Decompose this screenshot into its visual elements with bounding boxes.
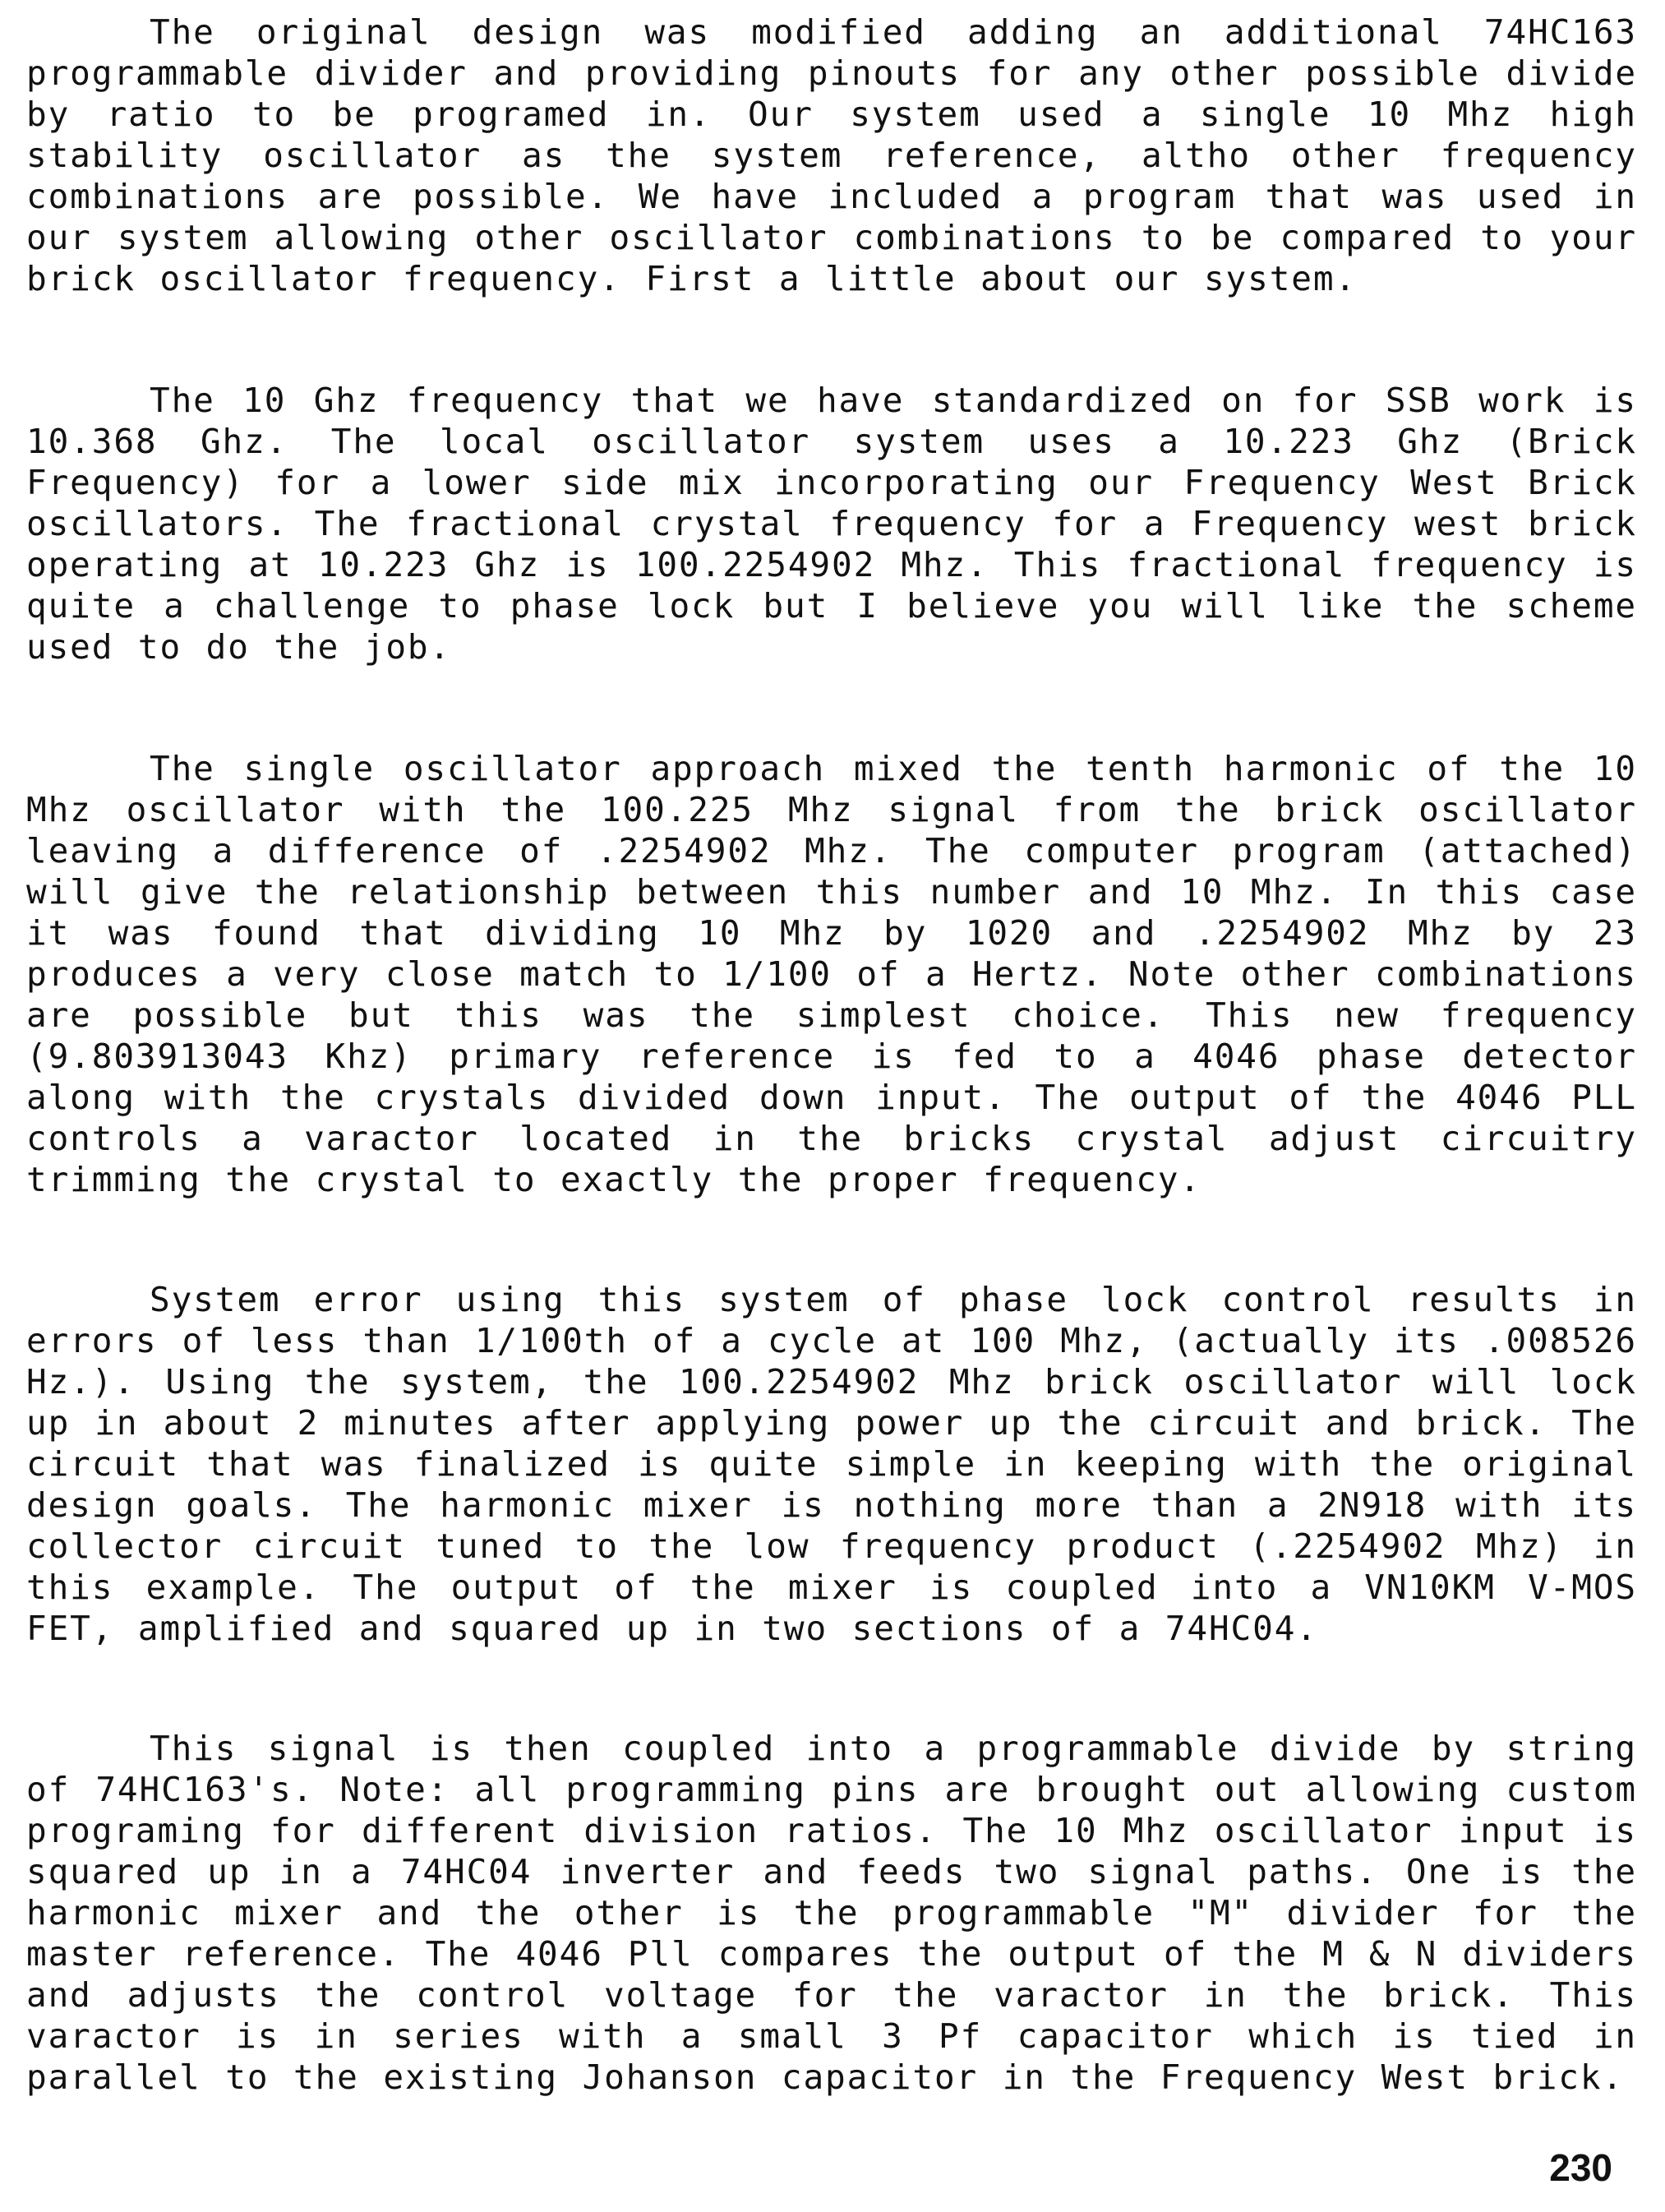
paragraph-single-oscillator: The single oscillator approach mixed the tenth harmonic of the 10 Mhz oscillator with the 100.225 Mhz signal from the brick oscillator leaving a difference of .2254902 Mhz. The computer program (attached) will give the relationship between this number and 10 Mhz. In this case it was found that dividing 10 Mhz by 1020 and .2254902 Mhz by 23 produces a very close match to 1/100 of a Hertz. Note other combinations are possible but this was the simplest choice. This new frequency (9.803913043 Khz) primary reference is fed to a 4046 phase detector along with the crystals divided down input. The output of the 4046 PLL controls a varactor located in the bricks crystal adjust circuitry trimming the crystal to exactly the proper frequency. xyxy=(26,749,1637,1199)
paragraph-system-error: System error using this system of phase lock control results in errors of less than 1/100th of a cycle at 100 Mhz, (actually its .008526 Hz.). Using the system, the 100.2254902 Mhz brick oscillator will lock up in about 2 minutes after applying power up the circuit and brick. The circuit that was finalized is quite simple in keeping with the original design goals. The harmonic mixer is nothing more than a 2N918 with its collector circuit tuned to the low frequency product (.2254902 Mhz) in this example. The output of the mixer is coupled into a VN10KM V-MOS FET, amplified and squared up in two sections of a 74HC04. xyxy=(26,1280,1637,1648)
paragraph-modified-design: The original design was modified adding an additional 74HC163 programmable divider and providing pinouts for any other possible divide by ratio to be programed in. Our system used a single 10 Mhz high stability oscillator as the system reference, altho other frequency combinations are possible. We have included a program that was used in our system allowing other oscillator combinations to be compared to your brick oscillator frequency. First a little about our system. xyxy=(26,12,1637,298)
paragraph-10ghz-frequency: The 10 Ghz frequency that we have standardized on for SSB work is 10.368 Ghz. The local oscillator system uses a 10.223 Ghz (Brick Frequency) for a lower side mix incorporating our Frequency West Brick oscillators. The fractional crystal frequency for a Frequency west brick operating at 10.223 Ghz is 100.2254902 Mhz. This fractional frequency is quite a challenge to phase lock but I believe you will like the scheme used to do the job. xyxy=(26,381,1637,667)
paragraph-divider-string: This signal is then coupled into a programmable divide by string of 74HC163's. Note: all programming pins are brought out allowing custom programing for different division ratios. The 10 Mhz oscillator input is squared up in a 74HC04 inverter and feeds two signal paths. One is the harmonic mixer and the other is the programmable "M" divider for the master reference. The 4046 Pll compares the output of the M & N dividers and adjusts the control voltage for the varactor in the brick. This varactor is in series with a small 3 Pf capacitor which is tied in parallel to the existing Johanson capacitor in the Frequency West brick. xyxy=(26,1729,1637,2097)
page-number: 230 xyxy=(1549,2146,1612,2189)
